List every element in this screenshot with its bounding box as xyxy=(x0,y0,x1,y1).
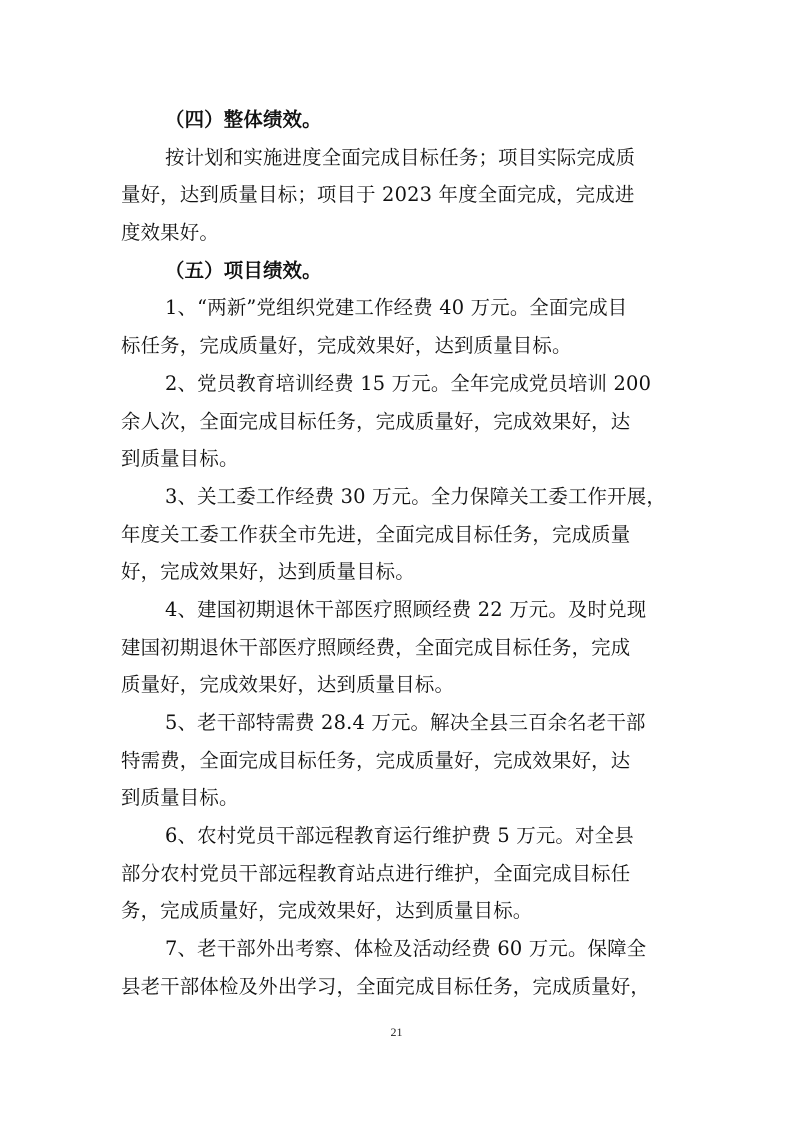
paragraph-line: 年度关工委工作获全市先进，全面完成目标任务，完成质量 xyxy=(121,522,631,546)
paragraph-line: 特需费，全面完成目标任务，完成质量好，完成效果好，达 xyxy=(121,748,631,772)
paragraph-line: 7、老干部外出考察、体检及活动经费 60 万元。保障全 xyxy=(165,937,647,961)
paragraph-line: 2、党员教育培训经费 15 万元。全年完成党员培训 200 xyxy=(165,371,652,395)
paragraph-line: 县老干部体检及外出学习，全面完成目标任务，完成质量好， xyxy=(121,974,650,998)
section-heading-project-performance: （五）项目绩效。 xyxy=(165,258,322,282)
paragraph-line: 到质量目标。 xyxy=(121,447,239,471)
paragraph-line: 质量好，完成效果好，达到质量目标。 xyxy=(121,673,455,697)
paragraph-line: 度效果好。 xyxy=(121,221,219,245)
paragraph-line: 4、建国初期退休干部医疗照顾经费 22 万元。及时兑现 xyxy=(165,597,647,621)
paragraph-line: 量好，达到质量目标；项目于 2023 年度全面完成，完成进 xyxy=(121,183,635,207)
paragraph-line: 5、老干部特需费 28.4 万元。解决全县三百余名老干部 xyxy=(165,711,646,734)
paragraph-line: 余人次，全面完成目标任务，完成质量好，完成效果好，达 xyxy=(121,409,631,433)
paragraph-line: 务，完成质量好，完成效果好，达到质量目标。 xyxy=(121,899,533,923)
paragraph-line: 标任务，完成质量好，完成效果好，达到质量目标。 xyxy=(121,334,572,358)
paragraph-line: 部分农村党员干部远程教育站点进行维护，全面完成目标任 xyxy=(121,861,631,885)
page-number: 21 xyxy=(390,1025,403,1039)
paragraph-line: 1、“两新”党组织党建工作经费 40 万元。全面完成目 xyxy=(165,296,628,320)
paragraph-line: 到质量目标。 xyxy=(121,786,239,810)
paragraph-line: 3、关工委工作经费 30 万元。全力保障关工委工作开展， xyxy=(165,484,666,508)
section-heading-overall-performance: （四）整体绩效。 xyxy=(165,108,322,131)
paragraph-line: 建国初期退休干部医疗照顾经费，全面完成目标任务，完成 xyxy=(121,635,631,659)
paragraph-line: 按计划和实施进度全面完成目标任务；项目实际完成质 xyxy=(165,145,636,169)
paragraph-line: 6、农村党员干部远程教育运行维护费 5 万元。对全县 xyxy=(165,824,634,848)
document-body xyxy=(121,101,674,1006)
paragraph-line: 好，完成效果好，达到质量目标。 xyxy=(121,560,415,584)
